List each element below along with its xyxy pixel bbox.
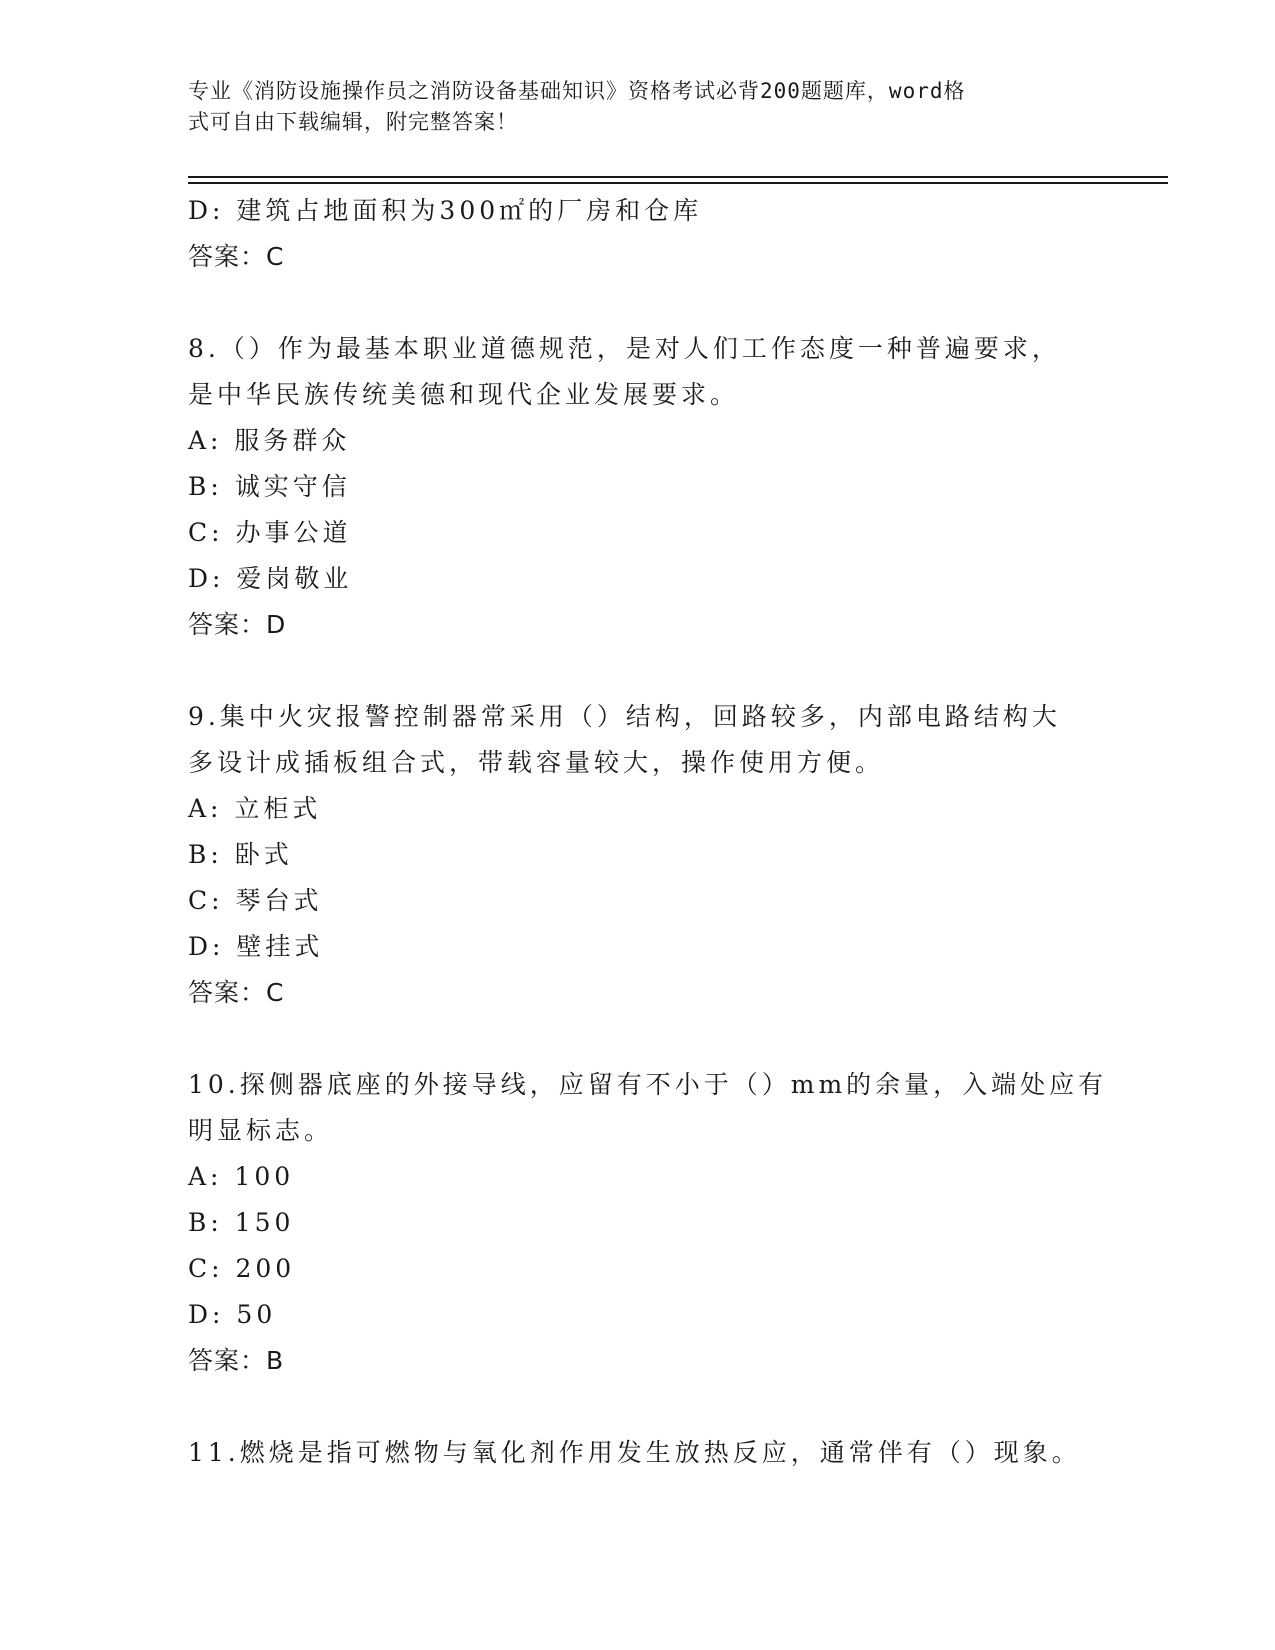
q10-option-a: A: 100: [188, 1162, 295, 1191]
document-header: [188, 76, 1088, 138]
q10-stem-line-2: 明显标志。: [188, 1116, 334, 1145]
q9-option-b: B: 卧式: [188, 840, 293, 869]
q8-stem-line-2: 是中华民族传统美德和现代企业发展要求。: [188, 380, 740, 409]
q8-option-c: C: 办事公道: [188, 518, 352, 547]
q9-stem-line-1: 9.集中火灾报警控制器常采用（）结构，回路较多，内部电路结构大: [188, 702, 1061, 731]
header-divider-top: [188, 176, 1168, 178]
q8-option-d: D: 爱岗敬业: [188, 564, 353, 593]
q8-option-a: A: 服务群众: [188, 426, 351, 455]
q10-answer: 答案：B: [188, 1346, 285, 1375]
header-line-2: 式可自由下载编辑，附完整答案！: [188, 110, 518, 134]
question-content: [188, 188, 1108, 1476]
q10-option-d: D: 50: [188, 1300, 277, 1329]
q8-stem-line-1: 8.（）作为最基本职业道德规范，是对人们工作态度一种普遍要求，: [188, 334, 1061, 363]
q10-stem-line-1: 10.探侧器底座的外接导线，应留有不小于（）mm的余量，入端处应有: [188, 1070, 1108, 1099]
q9-answer: 答案：C: [188, 978, 285, 1007]
q9-option-c: C: 琴台式: [188, 886, 323, 915]
header-divider-bottom: [188, 182, 1168, 184]
q10-option-b: B: 150: [188, 1208, 295, 1237]
prev-option-d: D: 建筑占地面积为300㎡的厂房和仓库: [188, 196, 703, 225]
prev-answer: 答案：C: [188, 242, 285, 271]
q9-option-d: D: 壁挂式: [188, 932, 324, 961]
q9-option-a: A: 立柜式: [188, 794, 322, 823]
q11-stem-line-1: 11.燃烧是指可燃物与氧化剂作用发生放热反应，通常伴有（）现象。: [188, 1438, 1081, 1467]
header-line-1: 专业《消防设施操作员之消防设备基础知识》资格考试必背200题题库，word格: [188, 79, 966, 103]
q8-option-b: B: 诚实守信: [188, 472, 351, 501]
q9-stem-line-2: 多设计成插板组合式，带载容量较大，操作使用方便。: [188, 748, 885, 777]
q8-answer: 答案：D: [188, 610, 287, 639]
q10-option-c: C: 200: [188, 1254, 296, 1283]
